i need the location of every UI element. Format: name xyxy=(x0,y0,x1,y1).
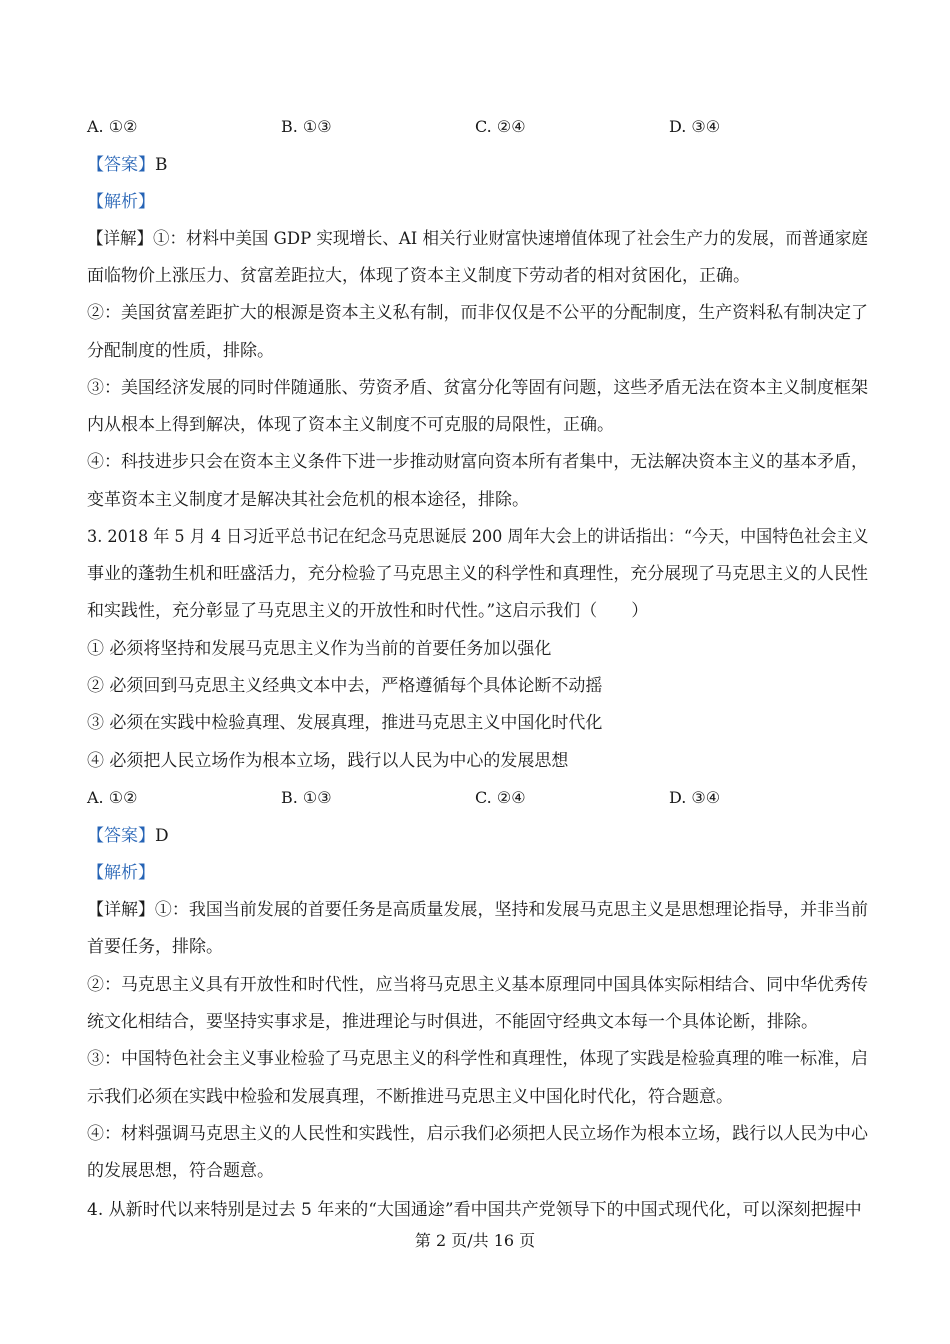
q2-analysis-heading xyxy=(87,190,155,214)
q3-answer-tag: 【答案】 xyxy=(87,826,155,846)
q2-detail-tag: 【详解】 xyxy=(87,229,153,249)
q3-option-a: A. ①② xyxy=(87,788,138,807)
q3-detail-line-5: ③：中国特色社会主义事业检验了马克思主义的科学性和真理性，体现了实践是检验真理的唯一标准，启 xyxy=(87,1049,868,1069)
q3-option-c: C. ②④ xyxy=(475,788,526,807)
q2-options xyxy=(87,115,867,139)
q3-detail-line-8: 的发展思想，符合题意。 xyxy=(87,1161,274,1181)
q3-statement-4: ④ 必须把人民立场作为根本立场，践行以人民为中心的发展思想 xyxy=(87,751,569,771)
q2-answer-tag: 【答案】 xyxy=(87,155,155,175)
q3-detail-line-1 xyxy=(87,898,868,922)
q2-detail-line-3: ②：美国贫富差距扩大的根源是资本主义私有制，而非仅仅是不公平的分配制度，生产资料私有制决定了 xyxy=(87,303,868,323)
q3-detail-line-7: ④：材料强调马克思主义的人民性和实践性，启示我们必须把人民立场作为根本立场，践行以人民为中心 xyxy=(87,1124,868,1144)
q3-detail-line-4: 统文化相结合，要坚持实事求是，推进理论与时俱进，不能固守经典文本每一个具体论断，排除。 xyxy=(87,1012,818,1032)
q2-answer-value: B xyxy=(155,155,168,175)
q3-analysis-tag: 【解析】 xyxy=(87,863,155,883)
page-footer: 第 2 页/共 16 页 xyxy=(414,1231,536,1250)
q3-statement-3: ③ 必须在实践中检验真理、发展真理，推进马克思主义中国化时代化 xyxy=(87,713,603,733)
q3-stem-line-3: 和实践性，充分彰显了马克思主义的开放性和时代性。”这启示我们（ ） xyxy=(87,601,649,621)
q3-detail-line-6: 示我们必须在实践中检验和发展真理，不断推进马克思主义中国化时代化，符合题意。 xyxy=(87,1087,733,1107)
q3-answer-value: D xyxy=(155,826,169,846)
q3-stem-line-2: 事业的蓬勃生机和旺盛活力，充分检验了马克思主义的科学性和真理性，充分展现了马克思主义的人民性 xyxy=(87,564,868,584)
q3-statement-1: ① 必须将坚持和发展马克思主义作为当前的首要任务加以强化 xyxy=(87,639,552,659)
q4-stem-line-1: 4. 从新时代以来特别是过去 5 年来的“大国通途”看中国共产党领导下的中国式现代化，可以深刻把握中 xyxy=(87,1200,862,1220)
q2-option-b: B. ①③ xyxy=(281,117,332,136)
q2-option-d: D. ③④ xyxy=(669,117,721,136)
q2-detail-line-5: ③：美国经济发展的同时伴随通胀、劳资矛盾、贫富分化等固有问题，这些矛盾无法在资本主义制度框架 xyxy=(87,378,868,398)
q3-analysis-heading xyxy=(87,861,155,885)
q2-option-a: A. ①② xyxy=(87,117,138,136)
q3-detail-line-3: ②：马克思主义具有开放性和时代性，应当将马克思主义基本原理同中国具体实际相结合、同中华优秀传 xyxy=(87,975,868,995)
q2-detail-line-8: 变革资本主义制度才是解决其社会危机的根本途径，排除。 xyxy=(87,490,529,510)
q3-option-b: B. ①③ xyxy=(281,788,332,807)
q2-detail-line-4: 分配制度的性质，排除。 xyxy=(87,341,274,361)
q3-statement-2: ② 必须回到马克思主义经典文本中去，严格遵循每个具体论断不动摇 xyxy=(87,676,603,696)
q2-detail-line-6: 内从根本上得到解决，体现了资本主义制度不可克服的局限性，正确。 xyxy=(87,415,614,435)
q2-detail-line-2: 面临物价上涨压力、贫富差距拉大，体现了资本主义制度下劳动者的相对贫困化，正确。 xyxy=(87,266,750,286)
q2-detail-line-1 xyxy=(87,227,868,251)
q3-stem-line-1: 3. 2018 年 5 月 4 日习近平总书记在纪念马克思诞辰 200 周年大会上的讲话指出：“今天，中国特色社会主义 xyxy=(87,527,869,547)
q3-options xyxy=(87,786,867,810)
q2-detail-line-7: ④：科技进步只会在资本主义条件下进一步推动财富向资本所有者集中，无法解决资本主义的基本矛盾， xyxy=(87,452,868,472)
q2-analysis-tag: 【解析】 xyxy=(87,192,155,212)
q2-answer xyxy=(87,153,168,177)
q3-option-d: D. ③④ xyxy=(669,788,721,807)
q3-answer xyxy=(87,824,169,848)
q3-detail-text: ①：我国当前发展的首要任务是高质量发展，坚持和发展马克思主义是思想理论指导，并非当前 xyxy=(154,900,868,920)
q2-option-c: C. ②④ xyxy=(475,117,526,136)
q3-detail-tag: 【详解】 xyxy=(87,900,155,920)
q2-detail-text: ①：材料中美国 GDP 实现增长、AI 相关行业财富快速增值体现了社会生产力的发展，而普通家庭 xyxy=(152,229,868,249)
q3-detail-line-2: 首要任务，排除。 xyxy=(87,937,223,957)
